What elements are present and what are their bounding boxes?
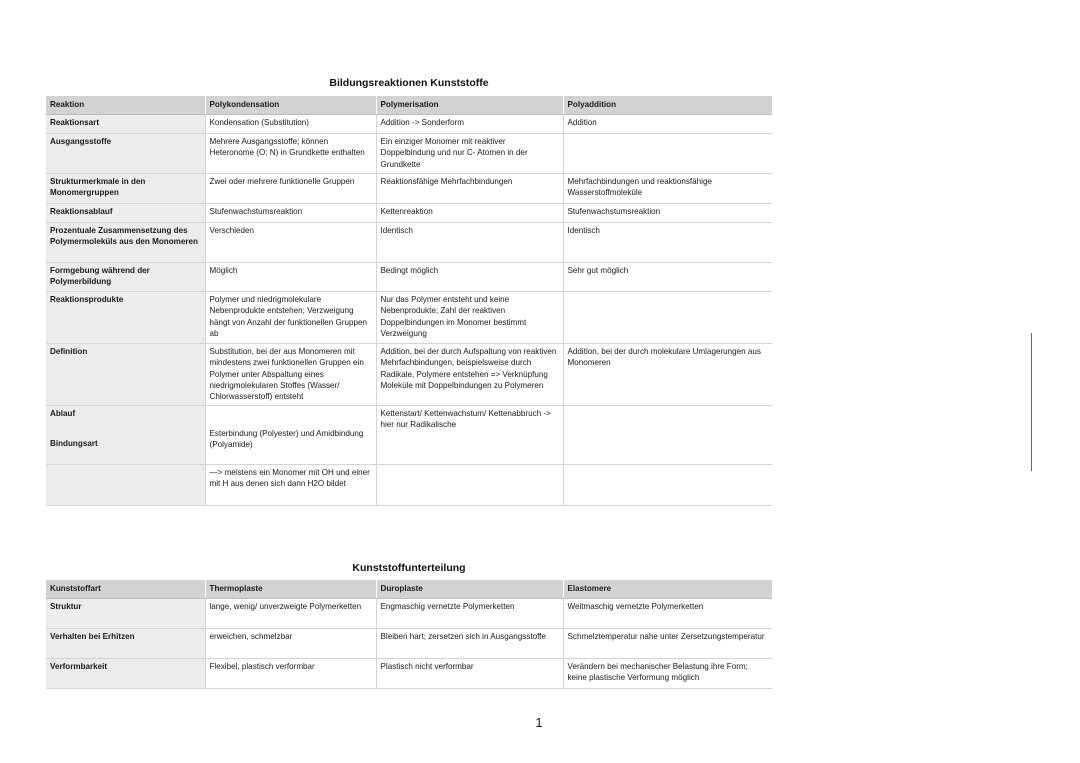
table-cell: Verschieden	[205, 223, 376, 263]
table-row	[46, 204, 772, 223]
table-row	[46, 629, 772, 659]
row-label-bindungsart: Bindungsart	[50, 439, 98, 449]
table-cell: Addition, bei der durch molekulare Umlagerungen aus Monomeren	[563, 344, 772, 406]
table-cell: Addition, bei der durch Aufspaltung von reaktiven Mehrfachbindungen, beispielsweise durch Radikale, Polymere entstehen => Verknüpfung Moleküle mit Doppelbindungen zu Polymeren	[376, 344, 563, 406]
table-header-row	[46, 580, 772, 599]
table-cell: Nur das Polymer entsteht und keine Nebenprodukte; Zahl der reaktiven Doppelbindungen im Monomer bestimmt Verzweigung	[376, 292, 563, 344]
table-kunststoffunterteilung	[46, 580, 772, 689]
table-cell: Kondensation (Substitution)	[205, 115, 376, 134]
table-row	[46, 115, 772, 134]
table-cell: Schmelztemperatur nahe unter Zersetzungstemperatur	[563, 629, 772, 659]
table-cell: Mehrere Ausgangsstoffe; können Heteronome (O; N) in Grundkette enthalten	[205, 134, 376, 174]
section-title-kunststoffunterteilung: Kunststoffunterteilung	[352, 562, 466, 574]
table-row	[46, 223, 772, 263]
table-cell: lange, wenig/ unverzweigte Polymerketten	[205, 599, 376, 629]
table-cell	[563, 134, 772, 174]
table-cell	[205, 406, 376, 465]
table-row	[46, 174, 772, 204]
row-label: Strukturmerkmale in den Monomergruppen	[46, 174, 205, 204]
column-header: Duroplaste	[376, 580, 563, 599]
table-cell: Plastisch nicht verformbar	[376, 659, 563, 689]
table-row	[46, 465, 772, 506]
table-cell: erweichen, schmelzbar	[205, 629, 376, 659]
cell-text: Esterbindung (Polyester) und Amidbindung (Polyamide)	[209, 429, 364, 450]
table-cell: Kettenreaktion	[376, 204, 563, 223]
table-cell: Kettenstart/ Kettenwachstum/ Kettenabbruch -> hier nur Radikalische	[376, 406, 563, 465]
table-cell: Weitmaschig vernetzte Polymerketten	[563, 599, 772, 629]
table-cell: Bleiben hart; zersetzen sich in Ausgangsstoffe	[376, 629, 563, 659]
table-cell: Engmaschig vernetzte Polymerketten	[376, 599, 563, 629]
row-label: Ausgangsstoffe	[46, 134, 205, 174]
table-row	[46, 406, 772, 465]
table-cell: Substitution, bei der aus Monomeren mit mindestens zwei funktionellen Gruppen ein Polymer unter Abspaltung eines niedrigmolekularen Stoffes (Wasser/ Chlorwasserstoff) entsteht	[205, 344, 376, 406]
row-label: Verformbarkeit	[46, 659, 205, 689]
table-cell: Zwei oder mehrere funktionelle Gruppen	[205, 174, 376, 204]
row-label: Reaktionsprodukte	[46, 292, 205, 344]
row-label: Definition	[46, 344, 205, 406]
row-label: Reaktionsart	[46, 115, 205, 134]
table-bildungsreaktionen	[46, 96, 772, 506]
column-header: Polyaddition	[563, 96, 772, 115]
table-cell: Bedingt möglich	[376, 263, 563, 292]
table-row	[46, 292, 772, 344]
table-row	[46, 344, 772, 406]
table-cell: Stufenwachstumsreaktion	[563, 204, 772, 223]
column-header: Reaktion	[46, 96, 205, 115]
table-cell: Identisch	[376, 223, 563, 263]
table-row	[46, 134, 772, 174]
table-cell: Mehrfachbindungen und reaktionsfähige Wasserstoffmoleküle	[563, 174, 772, 204]
column-header: Thermoplaste	[205, 580, 376, 599]
table-cell: Addition	[563, 115, 772, 134]
table-header-row	[46, 96, 772, 115]
table-cell	[563, 465, 772, 506]
table-cell	[376, 465, 563, 506]
row-label	[46, 465, 205, 506]
table-cell: Identisch	[563, 223, 772, 263]
table-cell: Möglich	[205, 263, 376, 292]
table-row	[46, 599, 772, 629]
table-row	[46, 659, 772, 689]
table-cell: Addition -> Sonderform	[376, 115, 563, 134]
page-edge-line	[1031, 333, 1032, 471]
column-header: Polykondensation	[205, 96, 376, 115]
column-header: Kunststoffart	[46, 580, 205, 599]
table-cell: Stufenwachstumsreaktion	[205, 204, 376, 223]
section-title-bildungsreaktionen: Bildungsreaktionen Kunststoffe	[329, 77, 489, 89]
row-label-ablauf: Ablauf	[50, 409, 76, 418]
column-header: Polymerisation	[376, 96, 563, 115]
table-cell: Ein einziger Monomer mit reaktiver Doppelbindung und nur C- Atomen in der Grundkette	[376, 134, 563, 174]
table-cell: Verändern bei mechanischer Belastung ihre Form; keine plastische Verformung möglich	[563, 659, 772, 689]
row-label: Struktur	[46, 599, 205, 629]
table-cell	[563, 292, 772, 344]
row-label: Reaktionsablauf	[46, 204, 205, 223]
page-number: 1	[535, 715, 543, 730]
row-label	[46, 406, 205, 465]
table-cell: —> meistens ein Monomer mit OH und einer mit H aus denen sich dann H2O bildet	[205, 465, 376, 506]
row-label: Verhalten bei Erhitzen	[46, 629, 205, 659]
row-label: Prozentuale Zusammensetzung des Polymermoleküls aus den Monomeren	[46, 223, 205, 263]
column-header: Elastomere	[563, 580, 772, 599]
row-label: Formgebung während der Polymerbildung	[46, 263, 205, 292]
table-cell: Sehr gut möglich	[563, 263, 772, 292]
table-cell: Polymer und niedrigmolekulare Nebenprodukte entstehen; Verzweigung hängt von Anzahl der funktionellen Gruppen ab	[205, 292, 376, 344]
table-cell: Flexibel, plastisch verformbar	[205, 659, 376, 689]
table-cell: Reaktionsfähige Mehrfachbindungen	[376, 174, 563, 204]
table-cell	[563, 406, 772, 465]
table-row	[46, 263, 772, 292]
